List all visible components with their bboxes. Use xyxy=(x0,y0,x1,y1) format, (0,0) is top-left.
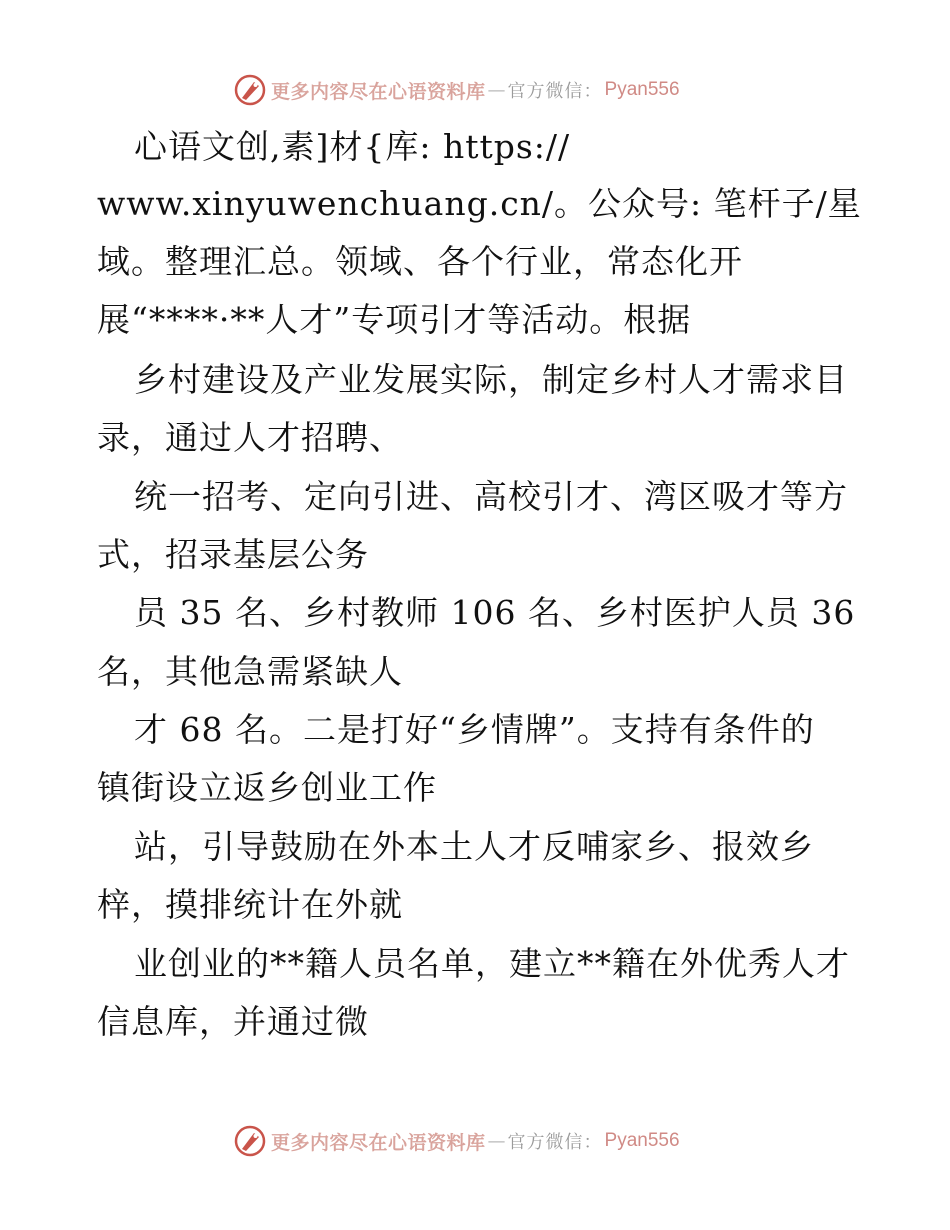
text-line: 统一招考、定向引进、高校引才、湾区吸才等方 xyxy=(134,477,848,516)
text-line: 乡村建设及产业发展实际，制定乡村人才需求目 xyxy=(134,360,848,399)
watermark-wechat-id: Pyan556 xyxy=(604,79,680,100)
footer-watermark xyxy=(233,1124,753,1158)
text-line: 信息库，并通过微 xyxy=(97,1002,369,1041)
text-line: 员 35 名、乡村教师 106 名、乡村医护人员 36 xyxy=(134,593,856,632)
text-line: 域。整理汇总。领域、各个行业，常态化开 xyxy=(97,242,743,281)
text-line: 镇街设立返乡创业工作 xyxy=(97,768,437,807)
text-line: 心语文创,素]材{库: https:// xyxy=(134,127,571,166)
watermark-brand-text: 更多内容尽在心语资料库 xyxy=(271,1131,486,1154)
watermark-dash: — xyxy=(487,79,506,101)
text-line: 业创业的**籍人员名单，建立**籍在外优秀人才 xyxy=(134,944,850,983)
watermark-wechat-id: Pyan556 xyxy=(604,1130,680,1151)
text-line: 展“****·**人才”专项引才等活动。根据 xyxy=(97,300,692,339)
pen-nib-logo-icon xyxy=(233,73,267,107)
text-line: 录，通过人才招聘、 xyxy=(97,418,403,457)
watermark-official-label: 官方微信： xyxy=(507,81,603,102)
text-line: 名，其他急需紧缺人 xyxy=(97,652,403,691)
text-line: 梓，摸排统计在外就 xyxy=(97,885,403,924)
header-watermark xyxy=(233,73,753,107)
pen-nib-logo-icon xyxy=(233,1124,267,1158)
watermark-brand-text: 更多内容尽在心语资料库 xyxy=(271,80,486,103)
text-line: 才 68 名。二是打好“乡情牌”。支持有条件的 xyxy=(134,710,815,749)
text-line: www.xinyuwenchuang.cn/。公众号: 笔杆子/星 xyxy=(97,184,862,223)
text-line: 站，引导鼓励在外本土人才反哺家乡、报效乡 xyxy=(134,827,814,866)
watermark-dash: — xyxy=(487,1130,506,1152)
watermark-official-label: 官方微信： xyxy=(507,1132,603,1153)
text-line: 式，招录基层公务 xyxy=(97,535,369,574)
